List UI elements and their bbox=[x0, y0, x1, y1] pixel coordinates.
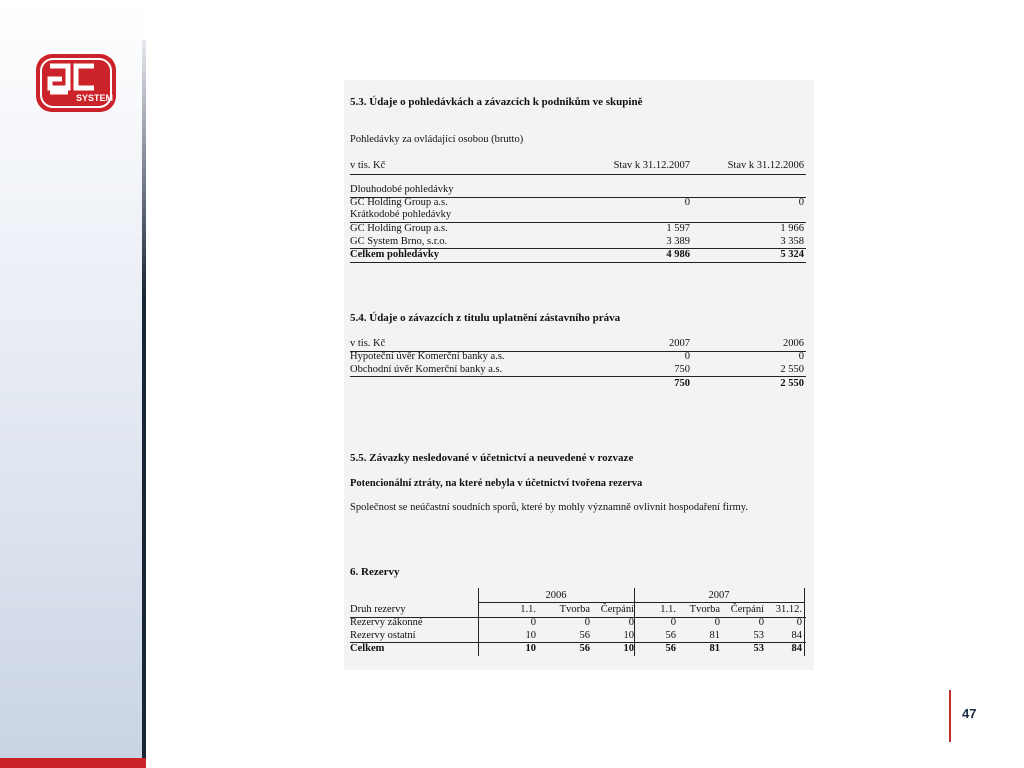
table-cell: 0 bbox=[714, 617, 720, 628]
table-total-cell: 10 bbox=[623, 643, 634, 654]
table-cell: 0 bbox=[670, 617, 676, 628]
col-unit: v tis. Kč bbox=[350, 160, 386, 171]
table-cell: 56 bbox=[579, 630, 590, 641]
table-cell: 56 bbox=[665, 630, 676, 641]
section-5-5-subtitle: Potencionální ztráty, na které nebyla v účetnictví tvořena rezerva bbox=[350, 478, 643, 489]
year-header-2007: 2007 bbox=[708, 590, 730, 601]
table-cell: 0 bbox=[758, 617, 764, 628]
table-cell: 3 358 bbox=[780, 236, 804, 247]
col-header: Čerpání bbox=[600, 604, 634, 615]
col-header-2006: 2006 bbox=[783, 338, 804, 349]
col-header-2007: 2007 bbox=[669, 338, 690, 349]
col-header: 31.12. bbox=[775, 604, 802, 615]
table-cell: 1 597 bbox=[666, 223, 690, 234]
table-cell: 750 bbox=[674, 364, 690, 375]
table-cell: 0 bbox=[684, 351, 690, 362]
table-total-label: Celkem bbox=[350, 643, 385, 654]
col-header: Tvorba bbox=[559, 604, 590, 615]
table-row-label: GC Holding Group a.s. bbox=[350, 197, 448, 208]
table-total-cell: 5 324 bbox=[780, 249, 804, 260]
table-cell: 81 bbox=[709, 630, 720, 641]
col-label: Druh rezervy bbox=[350, 604, 406, 615]
table-total-cell: 53 bbox=[753, 643, 764, 654]
section-5-5-title: 5.5. Závazky nesledované v účetnictví a neuvedené v rozvaze bbox=[350, 452, 634, 464]
table-total-cell: 2 550 bbox=[780, 378, 804, 389]
col-header-2007: Stav k 31.12.2007 bbox=[613, 160, 690, 171]
page-number-divider bbox=[949, 690, 951, 742]
col-header: Tvorba bbox=[689, 604, 720, 615]
col-header: Čerpání bbox=[730, 604, 764, 615]
table-cell: 53 bbox=[753, 630, 764, 641]
table-cell: 0 bbox=[584, 617, 590, 628]
table-cell: 10 bbox=[623, 630, 634, 641]
col-header-2006: Stav k 31.12.2006 bbox=[727, 160, 804, 171]
document-scan bbox=[344, 80, 814, 670]
col-unit: v tis. Kč bbox=[350, 338, 386, 349]
table-cell: 0 bbox=[628, 617, 634, 628]
table-cell: 0 bbox=[530, 617, 536, 628]
section-5-3-title: 5.3. Údaje o pohledávkách a závazcích k podnikům ve skupině bbox=[350, 96, 643, 108]
table-cell: 0 bbox=[684, 197, 690, 208]
table-total-label: Celkem pohledávky bbox=[350, 249, 439, 260]
table-cell: 0 bbox=[798, 351, 804, 362]
year-header-2006: 2006 bbox=[545, 590, 567, 601]
table-row-label: Rezervy zákonné bbox=[350, 617, 423, 628]
table-row-label: GC Holding Group a.s. bbox=[350, 223, 448, 234]
table-cell: 0 bbox=[796, 617, 802, 628]
sidebar-panel bbox=[0, 0, 142, 768]
col-header: 1.1. bbox=[660, 604, 676, 615]
sidebar-edge bbox=[142, 40, 146, 768]
table-total-cell: 81 bbox=[709, 643, 720, 654]
gc-system-logo-icon bbox=[34, 52, 118, 114]
svg-text:SYSTEM: SYSTEM bbox=[76, 93, 114, 103]
table-cell: 84 bbox=[791, 630, 802, 641]
table-row-label: Dlouhodobé pohledávky bbox=[350, 184, 454, 195]
table-total-cell: 10 bbox=[525, 643, 536, 654]
table-row-label: Rezervy ostatní bbox=[350, 630, 416, 641]
table-total-cell: 56 bbox=[665, 643, 676, 654]
page-number: 47 bbox=[962, 706, 977, 721]
section-5-4-title: 5.4. Údaje o závazcích z titulu uplatnění zástavního práva bbox=[350, 312, 621, 324]
sidebar-bottom-bar bbox=[0, 758, 146, 768]
table-cell: 3 389 bbox=[666, 236, 690, 247]
section-5-5-text: Společnost se neúčastní soudních sporů, které by mohly významně ovlivnit hospodaření firmy. bbox=[350, 502, 748, 513]
table-total-cell: 84 bbox=[791, 643, 802, 654]
table-row-label: GC System Brno, s.r.o. bbox=[350, 236, 448, 247]
table-total-cell: 750 bbox=[674, 378, 690, 389]
table-cell: 2 550 bbox=[780, 364, 804, 375]
table-total-cell: 56 bbox=[579, 643, 590, 654]
table-cell: 1 966 bbox=[780, 223, 804, 234]
table-row-label: Krátkodobé pohledávky bbox=[350, 209, 452, 220]
col-header: 1.1. bbox=[520, 604, 536, 615]
table-row-label: Obchodní úvěr Komerční banky a.s. bbox=[350, 364, 503, 375]
table-cell: 10 bbox=[525, 630, 536, 641]
section-6-title: 6. Rezervy bbox=[350, 566, 400, 578]
table-row-label: Hypoteční úvěr Komerční banky a.s. bbox=[350, 351, 505, 362]
table-cell: 0 bbox=[798, 197, 804, 208]
section-5-3-subtitle: Pohledávky za ovládající osobou (brutto) bbox=[350, 134, 524, 145]
table-total-cell: 4 986 bbox=[666, 249, 690, 260]
